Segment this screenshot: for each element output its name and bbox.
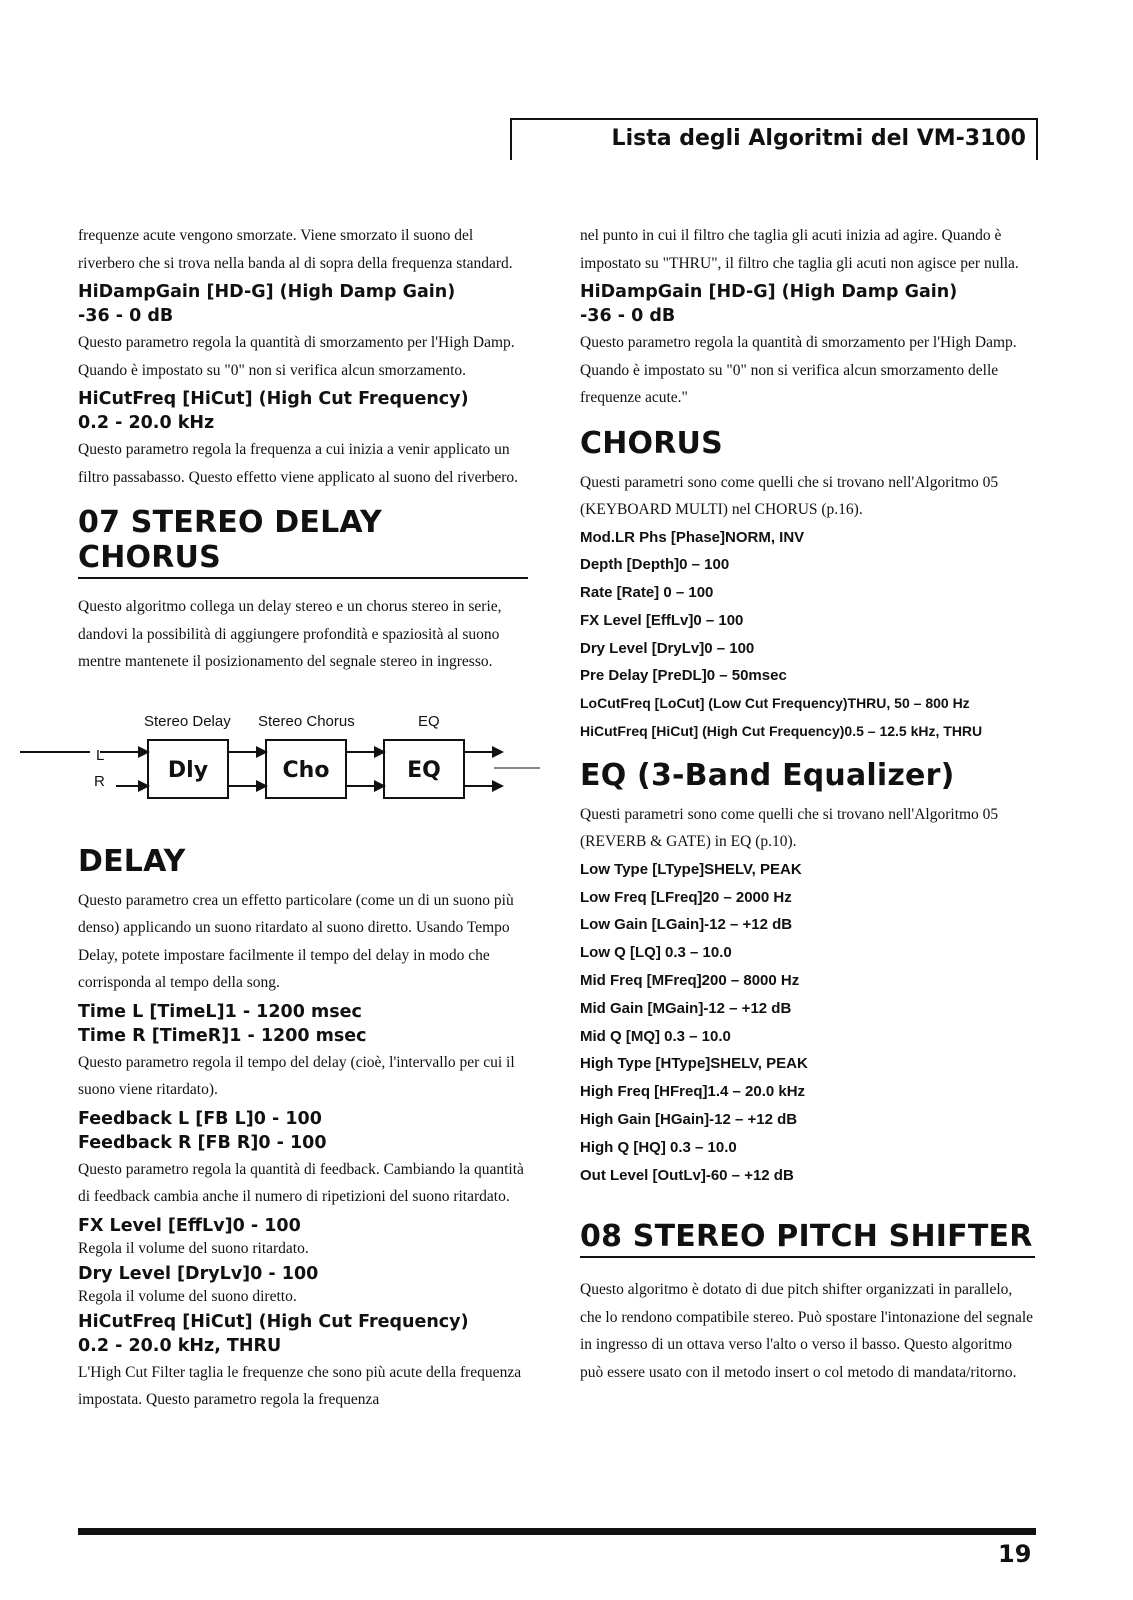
param-range: -36 - 0 dB [580, 306, 676, 326]
intro-paragraph: nel punto in cui il filtro che taglia gli acuti inizia ad agire. Quando è impostato su "THRU", il filtro che taglia gli acuti non agisce per nulla. [580, 227, 1019, 272]
section-title: DELAY [78, 843, 186, 879]
section-heading-chorus [580, 426, 1035, 461]
param-line: Mid Gain [MGain]-12 – +12 dB [580, 999, 792, 1017]
param-line: High Freq [HFreq]1.4 – 20.0 kHz [580, 1083, 806, 1101]
right-column [580, 222, 1035, 1386]
section-description: Questo algoritmo è dotato di due pitch shifter organizzati in parallelo, che lo rendono compatibile stereo. Può spostare l'intonazione del segnale in ingresso di un ottava verso l'alto o verso il basso. Questo algoritmo può essere usato con il metodo insert o col metodo di mandata/ritorno. [580, 1281, 1034, 1381]
section-title: EQ (3-Band Equalizer) [580, 757, 955, 793]
section-description: Questi parametri sono come quelli che si trovano nell'Algoritmo 05 (REVERB & GATE) in EQ (p.10). [580, 805, 999, 851]
param-line: LoCutFreq [LoCut] (Low Cut Frequency)THRU, 50 – 800 Hz [580, 695, 970, 712]
label-stereo-chorus: Stereo Chorus [258, 712, 355, 730]
section-heading-08 [580, 1219, 1035, 1258]
param-description: Questo parametro regola la quantità di smorzamento per l'High Damp. Quando è impostato su "0" non si verifica alcun smorzamento. [78, 334, 515, 379]
param-description: L'High Cut Filter taglia le frequenze che sono più acute della frequenza impostata. Questo parametro regola la frequenza [78, 1363, 522, 1408]
label-stereo-delay: Stereo Delay [144, 712, 231, 730]
signal-flow-diagram [78, 686, 528, 816]
param-heading: Time L [TimeL]1 - 1200 msec [78, 1001, 362, 1022]
param-line: HiCutFreq [HiCut] (High Cut Frequency)0.5 – 12.5 kHz, THRU [580, 723, 983, 740]
param-description: Questo parametro regola la quantità di feedback. Cambiando la quantità di feedback cambia anche il numero di ripetizioni del suono ritardato. [78, 1160, 524, 1205]
param-heading: Feedback R [FB R]0 - 100 [78, 1132, 327, 1153]
param-heading: HiCutFreq [HiCut] (High Cut Frequency) [78, 1311, 469, 1332]
param-description: Regola il volume del suono diretto. [78, 1287, 297, 1305]
page-header [510, 118, 1038, 160]
page-number: 19 [998, 1540, 1032, 1568]
cho-block-label: Cho [282, 757, 330, 783]
section-heading-eq [580, 758, 1035, 793]
param-range: -36 - 0 dB [78, 306, 174, 326]
param-heading: Dry Level [DryLv]0 - 100 [78, 1263, 319, 1284]
section-title: CHORUS [580, 425, 723, 461]
param-line: Low Gain [LGain]-12 – +12 dB [580, 916, 793, 934]
param-range: 0.2 - 20.0 kHz, THRU [78, 1335, 282, 1356]
param-heading: FX Level [EffLv]0 - 100 [78, 1215, 301, 1236]
intro-paragraph: frequenze acute vengono smorzate. Viene smorzato il suono del riverbero che si trova nella banda al di sopra della frequenza standard. [78, 227, 513, 272]
param-line: Mod.LR Phs [Phase]NORM, INV [580, 528, 805, 546]
left-column [78, 222, 528, 1414]
param-line: Low Type [LType]SHELV, PEAK [580, 860, 802, 878]
section-heading-07 [78, 505, 528, 579]
param-line: Dry Level [DryLv]0 – 100 [580, 639, 755, 657]
param-description: Regola il volume del suono ritardato. [78, 1239, 309, 1257]
param-range: 0.2 - 20.0 kHz [78, 413, 215, 433]
param-line: Mid Freq [MFreq]200 – 8000 Hz [580, 972, 800, 990]
param-line: Rate [Rate] 0 – 100 [580, 584, 714, 602]
param-line: FX Level [EffLv]0 – 100 [580, 611, 744, 629]
param-description: Questo parametro regola il tempo del delay (cioè, l'intervallo per cui il suono viene ritardato). [78, 1053, 515, 1098]
section-heading-delay [78, 844, 528, 879]
section-description: Questi parametri sono come quelli che si trovano nell'Algoritmo 05 (KEYBOARD MULTI) nel CHORUS (p.16). [580, 473, 999, 518]
param-line: Out Level [OutLv]-60 – +12 dB [580, 1166, 794, 1184]
param-line: Low Q [LQ] 0.3 – 10.0 [580, 944, 732, 962]
param-heading: HiDampGain [HD-G] (High Damp Gain) [78, 282, 456, 302]
dly-block-label: Dly [167, 757, 209, 783]
param-heading: Time R [TimeR]1 - 1200 msec [78, 1025, 367, 1046]
section-title: 08 STEREO PITCH SHIFTER [580, 1219, 1033, 1255]
param-line: Depth [Depth]0 – 100 [580, 556, 730, 574]
param-heading: HiDampGain [HD-G] (High Damp Gain) [580, 282, 958, 302]
param-line: High Gain [HGain]-12 – +12 dB [580, 1111, 798, 1129]
eq-block-label: EQ [407, 757, 441, 783]
footer-rule [78, 1528, 1036, 1535]
param-line: Mid Q [MQ] 0.3 – 10.0 [580, 1027, 731, 1045]
section-description: Questo algoritmo collega un delay stereo e un chorus stereo in serie, dandovi la possibilità di aggiungere profondità e spaziosità al suono mentre mantenete il posizionamento del segnale stereo in ingresso. [78, 598, 502, 670]
param-description: Questo parametro regola la frequenza a cui inizia a venir applicato un filtro passabasso. Questo effetto viene applicato al suono del riverbero. [78, 441, 519, 486]
chorus-param-list [580, 524, 1035, 746]
param-line: Pre Delay [PreDL]0 – 50msec [580, 667, 787, 685]
input-r-label: R [94, 772, 105, 790]
param-line: Low Freq [LFreq]20 – 2000 Hz [580, 888, 792, 906]
param-heading: Feedback L [FB L]0 - 100 [78, 1108, 322, 1129]
eq-param-list [580, 856, 1035, 1190]
diagram-svg [20, 686, 540, 816]
param-description: Questo parametro regola la quantità di smorzamento per l'High Damp. Quando è impostato su "0" non si verifica alcun smorzamento delle frequenze acute." [580, 334, 1017, 406]
param-line: High Type [HType]SHELV, PEAK [580, 1055, 808, 1073]
input-l-label: L [96, 746, 105, 764]
section-title: 07 STEREO DELAY CHORUS [78, 505, 382, 575]
header-title: Lista degli Algoritmi del VM-3100 [611, 126, 1026, 151]
label-eq: EQ [418, 712, 440, 730]
section-description: Questo parametro crea un effetto particolare (come un di un suono più denso) applicando un suono ritardato al suono diretto. Usando Tempo Delay, potete impostare facilmente il tempo del delay in modo che corrisponda al tempo della song. [78, 891, 514, 991]
param-line: High Q [HQ] 0.3 – 10.0 [580, 1138, 737, 1156]
param-heading: HiCutFreq [HiCut] (High Cut Frequency) [78, 389, 469, 409]
